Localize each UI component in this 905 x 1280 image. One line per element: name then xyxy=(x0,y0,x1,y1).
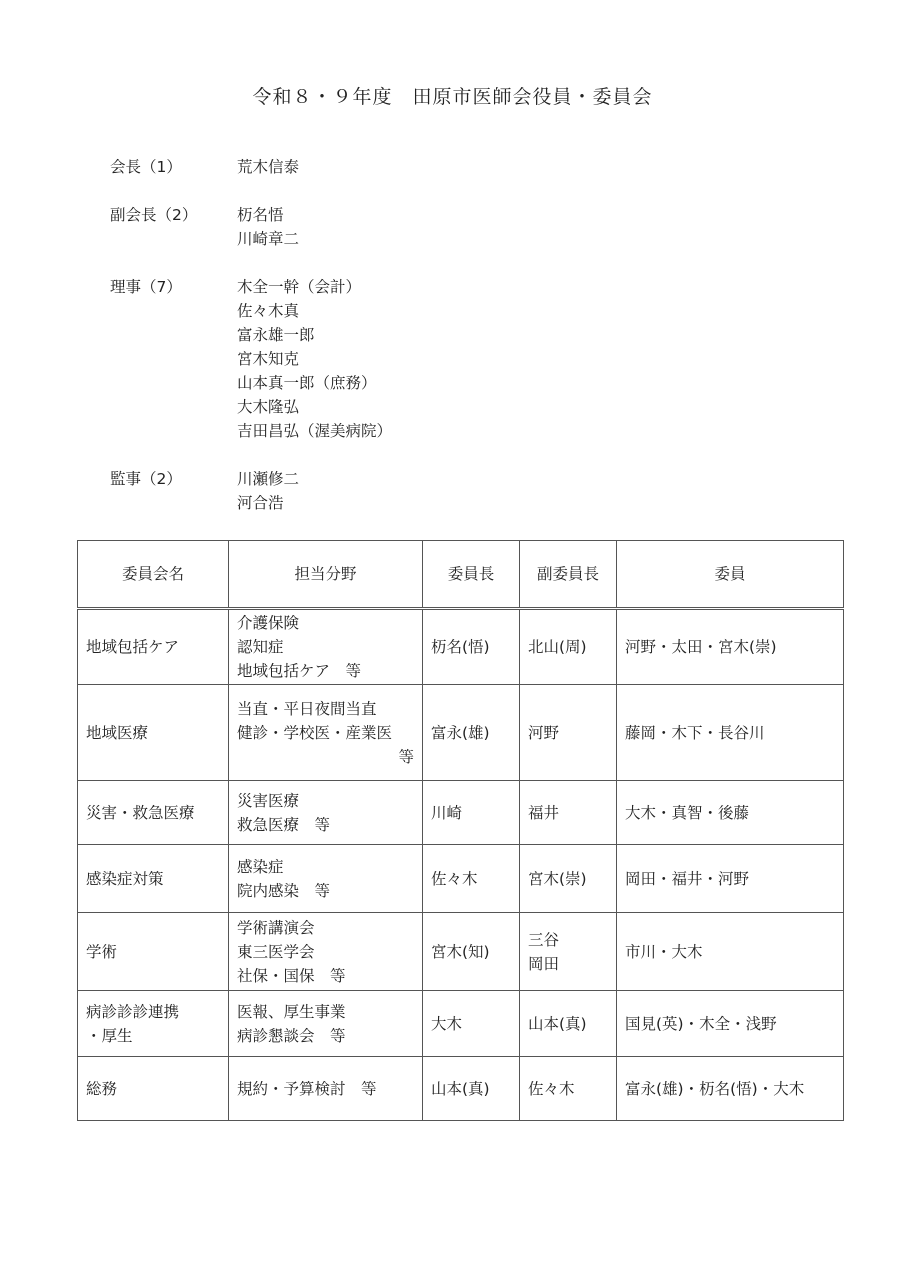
field-cell xyxy=(229,845,423,913)
members-cell: 市川・大木 xyxy=(617,913,844,991)
cell-line: 宮木(知) xyxy=(431,942,490,961)
cell-line: 河野 xyxy=(528,723,560,742)
cell-line: 健診・学校医・産業医 xyxy=(237,723,393,742)
table-row xyxy=(78,913,844,991)
officer-name: 吉田昌弘（渥美病院） xyxy=(237,422,393,440)
committee-name-cell xyxy=(78,609,229,685)
officer-name: 荒木信泰 xyxy=(237,158,300,176)
cell-line: 山本(真) xyxy=(528,1014,587,1033)
officer-name: 富永雄一郎 xyxy=(237,326,315,344)
chair-cell xyxy=(423,913,520,991)
officer-role-label: 監事（2） xyxy=(110,470,182,488)
table-row xyxy=(78,685,844,781)
officer-name: 宮木知克 xyxy=(237,350,300,368)
table-body xyxy=(78,609,844,1121)
field-cell xyxy=(229,609,423,685)
field-cell xyxy=(229,991,423,1057)
cell-line: 災害・救急医療 xyxy=(86,803,195,822)
chair-cell xyxy=(423,781,520,845)
vice-chair-cell xyxy=(520,1057,617,1121)
cell-line: 富永(雄) xyxy=(431,723,490,742)
vice-chair-cell xyxy=(520,913,617,991)
header-committee: 委員会名 xyxy=(78,541,229,609)
field-cell xyxy=(229,781,423,845)
officer-role-label: 副会長（2） xyxy=(110,206,198,224)
header-vice-chair: 副委員長 xyxy=(520,541,617,609)
cell-line: 福井 xyxy=(528,803,560,822)
page-title: 令和８・９年度 田原市医師会役員・委員会 xyxy=(252,86,653,108)
officer-name: 川瀬修二 xyxy=(237,470,300,488)
cell-line: 感染症対策 xyxy=(86,869,164,888)
officer-group xyxy=(110,155,610,179)
cell-line: 医報、厚生事業 xyxy=(237,1002,346,1021)
cell-line: 当直・平日夜間当直 xyxy=(237,699,377,718)
table-row xyxy=(78,845,844,913)
officer-name: 杤名悟 xyxy=(237,206,284,224)
field-cell xyxy=(229,685,423,781)
officer-names xyxy=(237,467,299,515)
committee-name-cell xyxy=(78,1057,229,1121)
vice-chair-cell xyxy=(520,685,617,781)
officer-group xyxy=(110,203,610,251)
cell-line: 川崎 xyxy=(431,803,463,822)
table-row xyxy=(78,1057,844,1121)
cell-line: 等 xyxy=(398,747,414,766)
officer-group xyxy=(110,275,610,443)
officer-group xyxy=(110,467,610,515)
officer-name: 大木隆弘 xyxy=(237,398,300,416)
vice-chair-cell xyxy=(520,991,617,1057)
officer-name: 木全一幹（会計） xyxy=(237,278,362,296)
cell-line: 災害医療 xyxy=(237,791,300,810)
cell-line: 病診懇談会 等 xyxy=(237,1026,346,1045)
cell-line: 佐々木 xyxy=(528,1079,575,1098)
committee-name-cell xyxy=(78,991,229,1057)
committee-name-cell xyxy=(78,781,229,845)
officer-name: 佐々木真 xyxy=(237,302,300,320)
cell-line: 救急医療 等 xyxy=(237,815,331,834)
cell-line: 宮木(崇) xyxy=(528,869,587,888)
field-cell xyxy=(229,913,423,991)
cell-line: 佐々木 xyxy=(431,869,478,888)
cell-line: 杤名(悟) xyxy=(431,638,490,656)
cell-line: 岡田 xyxy=(528,954,560,973)
chair-cell xyxy=(423,609,520,685)
cell-line: 地域包括ケア xyxy=(86,638,180,656)
committee-name-cell xyxy=(78,913,229,991)
chair-cell xyxy=(423,991,520,1057)
cell-line: 北山(周) xyxy=(528,638,587,656)
cell-line: 地域医療 xyxy=(86,723,149,742)
field-cell xyxy=(229,1057,423,1121)
cell-line: 院内感染 等 xyxy=(237,881,331,900)
members-cell: 河野・太田・宮木(崇) xyxy=(617,609,844,685)
table-row xyxy=(78,991,844,1057)
header-chair: 委員長 xyxy=(423,541,520,609)
header-field: 担当分野 xyxy=(229,541,423,609)
officer-list xyxy=(110,155,610,539)
table-row xyxy=(78,609,844,685)
cell-line: 学術 xyxy=(86,942,118,961)
cell-line: 学術講演会 xyxy=(237,918,315,937)
cell-line: 社保・国保 等 xyxy=(237,966,346,985)
chair-cell xyxy=(423,685,520,781)
vice-chair-cell xyxy=(520,781,617,845)
vice-chair-cell xyxy=(520,609,617,685)
officer-names xyxy=(237,155,299,179)
cell-line: 三谷 xyxy=(528,930,560,949)
vice-chair-cell xyxy=(520,845,617,913)
officer-name: 川崎章二 xyxy=(237,230,300,248)
committee-name-cell xyxy=(78,685,229,781)
cell-line: 介護保険 xyxy=(237,614,300,632)
cell-line: 認知症 xyxy=(237,638,284,656)
table-row xyxy=(78,781,844,845)
members-cell: 国見(英)・木全・浅野 xyxy=(617,991,844,1057)
officer-name: 山本真一郎（庶務） xyxy=(237,374,377,392)
table-header-row xyxy=(78,541,844,609)
cell-line: 病診診診連携 xyxy=(86,1002,180,1021)
officer-names xyxy=(237,203,299,251)
cell-line: 山本(真) xyxy=(431,1079,490,1098)
header-members: 委員 xyxy=(617,541,844,609)
officer-name: 河合浩 xyxy=(237,494,284,512)
committee-name-cell xyxy=(78,845,229,913)
cell-line: ・厚生 xyxy=(86,1026,133,1045)
members-cell: 藤岡・木下・長谷川 xyxy=(617,685,844,781)
members-cell: 岡田・福井・河野 xyxy=(617,845,844,913)
cell-line: 東三医学会 xyxy=(237,942,315,961)
committee-table xyxy=(77,540,844,1121)
cell-line: 地域包括ケア 等 xyxy=(237,662,362,680)
cell-line: 感染症 xyxy=(237,857,284,876)
cell-line: 総務 xyxy=(86,1079,118,1098)
members-cell: 富永(雄)・杤名(悟)・大木 xyxy=(617,1057,844,1121)
officer-role-label: 理事（7） xyxy=(110,278,182,296)
chair-cell xyxy=(423,845,520,913)
members-cell: 大木・真智・後藤 xyxy=(617,781,844,845)
officer-role-label: 会長（1） xyxy=(110,158,182,176)
chair-cell xyxy=(423,1057,520,1121)
cell-line: 規約・予算検討 等 xyxy=(237,1079,377,1098)
cell-line: 大木 xyxy=(431,1014,463,1033)
officer-names xyxy=(237,275,392,443)
